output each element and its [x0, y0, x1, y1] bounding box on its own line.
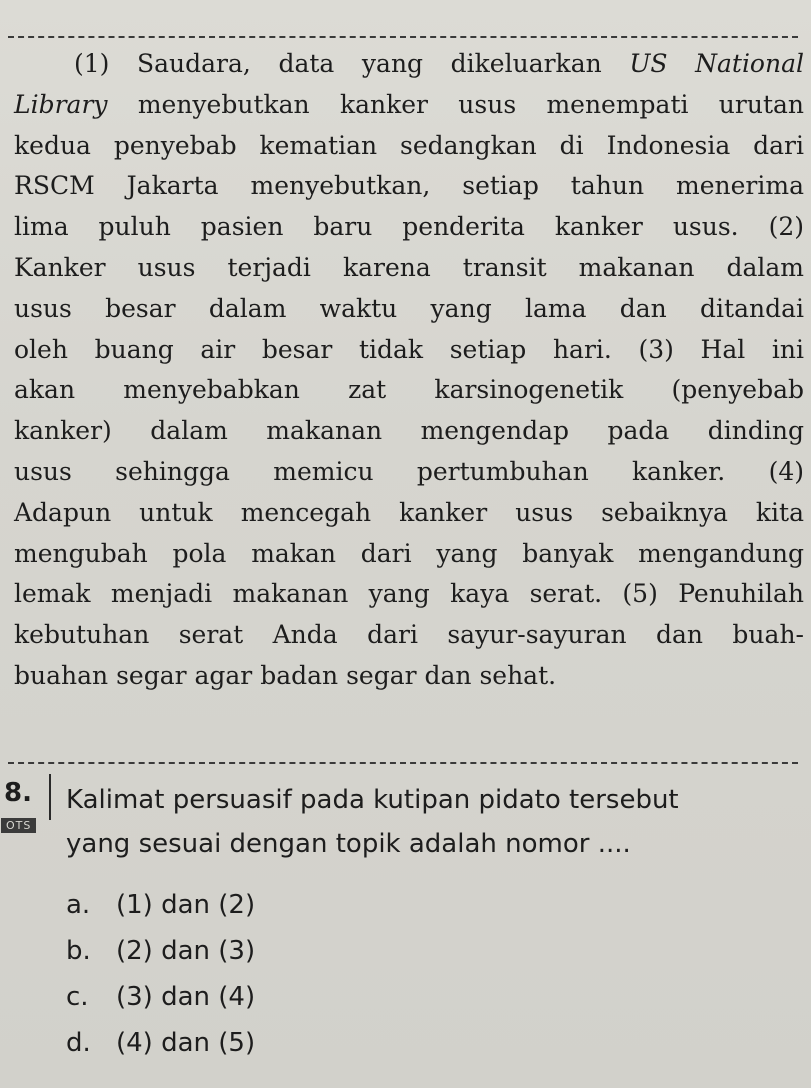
passage-text: (1) Saudara, data yang dikeluarkan	[74, 49, 630, 78]
answer-options	[66, 882, 255, 1066]
ots-badge: OTS	[1, 818, 36, 833]
passage-line: buahan segar agar badan segar dan sehat.	[14, 660, 557, 690]
option-letter: a.	[66, 890, 91, 920]
passage-line: lima puluh pasien baru penderita kanker usus. (2)	[14, 212, 804, 242]
question-line: yang sesuai dengan topik adalah nomor ....	[66, 829, 631, 859]
passage-line	[14, 85, 804, 126]
option-text: (3) dan (4)	[116, 982, 256, 1012]
passage-text: menyebutkan kanker usus menempati urutan	[107, 89, 804, 119]
option-letter: b.	[66, 936, 91, 966]
option-letter: d.	[66, 1028, 91, 1058]
question-block	[0, 770, 811, 1070]
passage-line: Adapun untuk mencegah kanker usus sebaiknya kita	[14, 497, 804, 527]
passage-line: mengubah pola makan dari yang banyak mengandung	[14, 538, 804, 568]
question-number: 8.	[4, 778, 32, 808]
source-title-italic: US National	[629, 49, 804, 78]
passage-line: RSCM Jakarta menyebutkan, setiap tahun menerima	[14, 171, 804, 201]
bottom-divider	[8, 762, 798, 764]
option-c[interactable]	[66, 974, 255, 1020]
option-text: (1) dan (2)	[116, 890, 256, 920]
source-title-italic: Library	[14, 89, 108, 119]
option-text: (4) dan (5)	[116, 1028, 256, 1058]
passage-line: akan menyebabkan zat karsinogenetik (penyebab	[14, 375, 804, 405]
passage-line: kebutuhan serat Anda dari sayur-sayuran dan buah-	[14, 620, 804, 650]
passage-line: usus sehingga memicu pertumbuhan kanker. (4)	[14, 456, 804, 486]
passage-line: Kanker usus terjadi karena transit makanan dalam	[14, 252, 804, 282]
passage-line: lemak menjadi makanan yang kaya serat. (5) Penuhilah	[14, 579, 804, 609]
top-divider	[8, 36, 798, 38]
passage-line: kanker) dalam makanan mengendap pada dinding	[14, 416, 804, 446]
passage-line: kedua penyebab kematian sedangkan di Indonesia dari	[14, 130, 804, 160]
option-d[interactable]	[66, 1020, 255, 1066]
option-a[interactable]	[66, 882, 255, 928]
passage-line	[14, 44, 804, 85]
passage-line: oleh buang air besar tidak setiap hari. (3) Hal ini	[14, 334, 804, 364]
option-letter: c.	[66, 982, 89, 1012]
option-text: (2) dan (3)	[116, 936, 256, 966]
question-text	[66, 778, 679, 866]
option-b[interactable]	[66, 928, 255, 974]
speech-excerpt	[14, 44, 804, 697]
question-line: Kalimat persuasif pada kutipan pidato tersebut	[66, 785, 679, 815]
question-number-divider	[49, 774, 51, 820]
passage-line: usus besar dalam waktu yang lama dan ditandai	[14, 293, 804, 323]
